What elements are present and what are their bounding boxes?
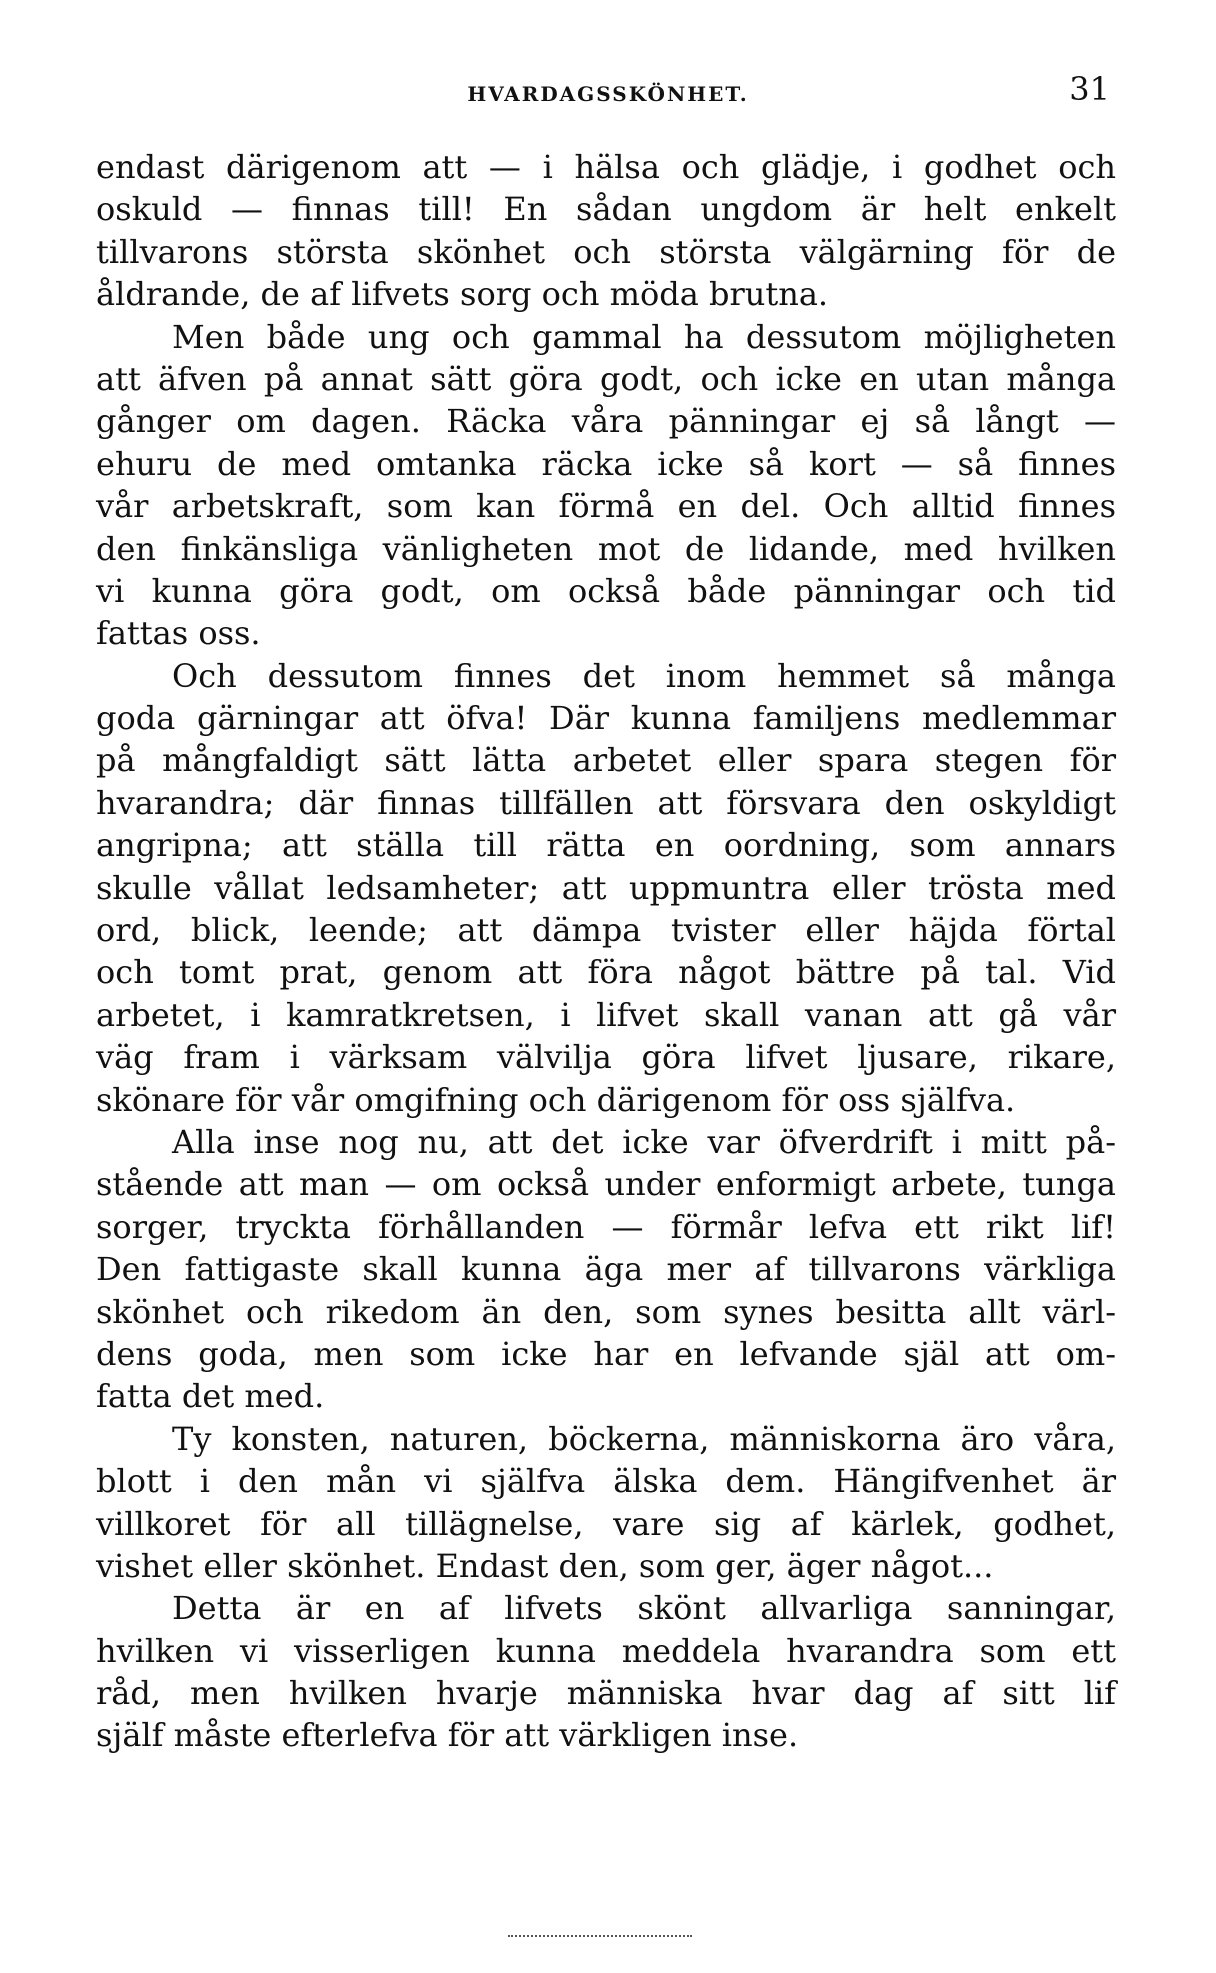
text-line: villkoret för all tillägnelse, vare sig af kärlek, godhet, [96, 1504, 1116, 1543]
text-line: skulle vållat ledsamheter; att uppmuntra eller trösta med [96, 868, 1116, 907]
section-divider [508, 1935, 692, 1937]
text-line: skönare för vår omgifning och därigenom för oss själfva. [96, 1080, 1016, 1119]
text-line: vår arbetskraft, som kan förmå en del. Och alltid finnes [96, 487, 1116, 526]
text-line: vishet eller skönhet. Endast den, som ger, äger något... [96, 1546, 994, 1585]
text-line: ehuru de med omtanka räcka icke så kort — så finnes [96, 444, 1116, 483]
text-line: åldrande, de af lifvets sorg och möda brutna. [96, 275, 829, 314]
text-line: tillvarons största skönhet och största välgärning för de [96, 232, 1116, 271]
text-line: på mångfaldigt sätt lätta arbetet eller spara stegen för [96, 741, 1116, 780]
text-line: vi kunna göra godt, om också både pänningar och tid [96, 571, 1116, 610]
text-line: fattas oss. [96, 614, 261, 653]
text-line: endast därigenom att — i hälsa och glädje, i godhet och [96, 148, 1116, 186]
text-line: sorger, tryckta förhållanden — förmår lefva ett rikt lif! [96, 1207, 1116, 1246]
text-line: Den fattigaste skall kunna äga mer af tillvarons värkliga [96, 1250, 1116, 1289]
text-line: ord, blick, leende; att dämpa tvister eller häjda förtal [96, 911, 1116, 950]
running-title: HVARDAGSSKÖNHET. [467, 82, 749, 106]
running-header [96, 70, 1120, 118]
text-line: goda gärningar att öfva! Där kunna familjens medlemmar [96, 699, 1116, 738]
text-line: råd, men hvilken hvarje människa hvar dag af sitt lif [96, 1674, 1116, 1713]
text-line: stående att man — om också under enformigt arbete, tunga [96, 1165, 1116, 1204]
page-number: 31 [1069, 70, 1110, 108]
text-line: och tomt prat, genom att föra något bättre på tal. Vid [96, 953, 1116, 992]
text-line: skönhet och rikedom än den, som synes besitta allt värl- [96, 1292, 1116, 1331]
text-line: att äfven på annat sätt göra godt, och icke en utan många [96, 359, 1116, 398]
text-line: själf måste efterlefva för att värkligen inse. [96, 1716, 799, 1755]
text-line: oskuld — finnas till! En sådan ungdom är helt enkelt [96, 190, 1116, 229]
text-line: Alla inse nog nu, att det icke var öfverdrift i mitt på- [172, 1122, 1116, 1161]
text-line: dens goda, men som icke har en lefvande själ att om- [96, 1334, 1116, 1373]
text-line: hvilken vi visserligen kunna meddela hvarandra som ett [96, 1631, 1116, 1670]
text-line: arbetet, i kamratkretsen, i lifvet skall vanan att gå vår [96, 995, 1116, 1034]
text-line: Och dessutom finnes det inom hemmet så många [172, 656, 1116, 695]
body-text [96, 146, 1116, 1757]
text-line: blott i den mån vi själfva älska dem. Hängifvenhet är [96, 1462, 1116, 1501]
text-line: fatta det med. [96, 1377, 325, 1416]
text-line: hvarandra; där finnas tillfällen att försvara den oskyldigt [96, 783, 1116, 822]
text-line: den finkänsliga vänligheten mot de lidande, med hvilken [96, 529, 1116, 568]
text-line: väg fram i värksam välvilja göra lifvet ljusare, rikare, [96, 1038, 1116, 1077]
text-line: Detta är en af lifvets skönt allvarliga sanningar, [172, 1589, 1116, 1628]
text-line: Ty konsten, naturen, böckerna, människorna äro våra, [172, 1419, 1116, 1458]
text-line: angripna; att ställa till rätta en oordning, som annars [96, 826, 1116, 865]
text-line: gånger om dagen. Räcka våra pänningar ej så långt — [96, 402, 1116, 441]
text-line: Men både ung och gammal ha dessutom möjligheten [172, 317, 1116, 356]
